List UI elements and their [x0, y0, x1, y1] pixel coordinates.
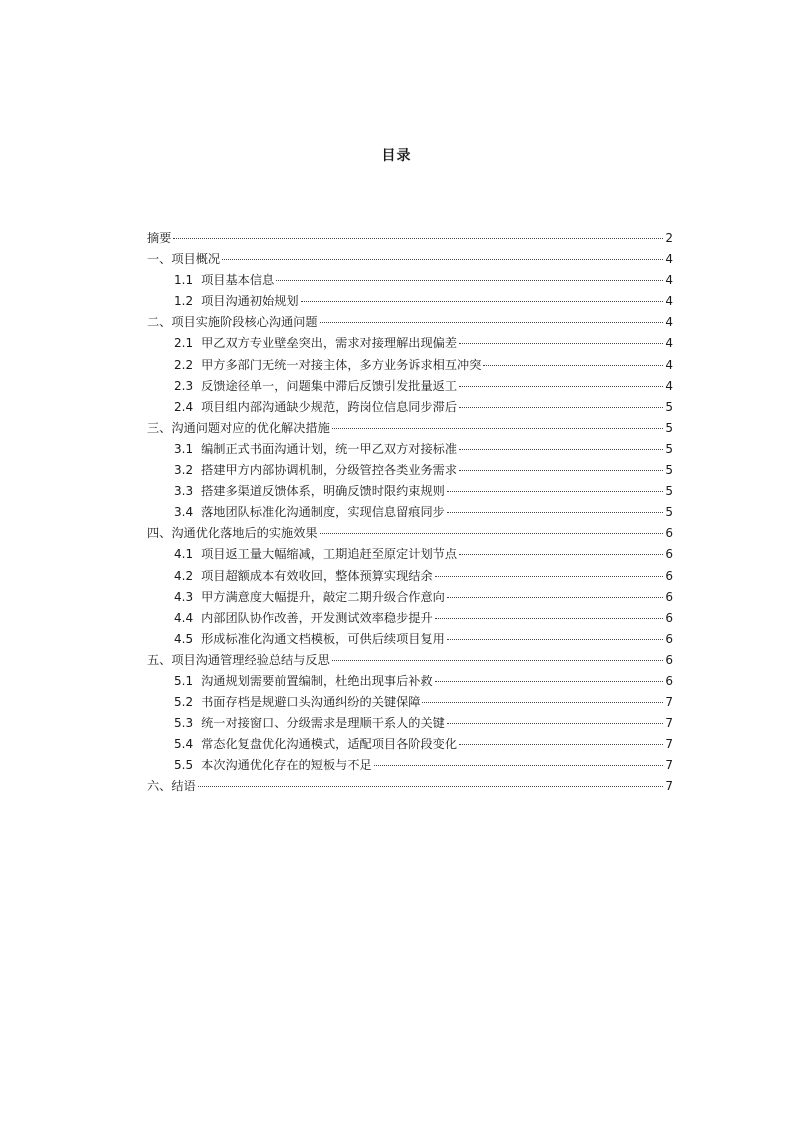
- toc-entry[interactable]: [147, 482, 673, 503]
- toc-dot-leader: [447, 512, 664, 513]
- toc-dot-leader: [459, 744, 663, 745]
- toc-entry[interactable]: [147, 461, 673, 482]
- toc-entry[interactable]: [147, 672, 673, 693]
- toc-entry-number: 5.5: [174, 758, 194, 773]
- toc-entry[interactable]: [147, 714, 673, 735]
- toc-entry-page: 6: [665, 526, 673, 541]
- toc-dot-leader: [320, 322, 664, 323]
- toc-entry[interactable]: [147, 503, 673, 524]
- toc-entry-number: 4.3: [174, 589, 194, 604]
- toc-entry-title: 内部团队协作改善，开发测试效率稳步提升: [201, 610, 433, 625]
- toc-entry[interactable]: [147, 334, 673, 355]
- toc-entry-title: 统一对接窗口、分级需求是理顺干系人的关键: [201, 716, 445, 731]
- toc-entry-number: 1.2: [174, 294, 194, 309]
- toc-entry[interactable]: [147, 524, 673, 545]
- toc-entry[interactable]: [147, 545, 673, 566]
- toc-dot-leader: [222, 259, 663, 260]
- toc-entry-page: 7: [665, 716, 673, 731]
- toc-dot-leader: [459, 449, 663, 450]
- toc-entry-number: 2.4: [174, 399, 194, 414]
- toc-entry-number: 5.1: [174, 673, 194, 688]
- toc-entry-title: 项目返工量大幅缩减，工期追赶至原定计划节点: [201, 547, 458, 562]
- toc-entry-title: 四、沟通优化落地后的实施效果: [147, 526, 318, 541]
- toc-entry-page: 6: [665, 610, 673, 625]
- toc-entry[interactable]: [147, 735, 673, 756]
- toc-dot-leader: [447, 491, 664, 492]
- toc-entry-page: 5: [665, 399, 673, 414]
- toc-dot-leader: [374, 765, 664, 766]
- toc-entry-number: 2.2: [174, 357, 194, 372]
- toc-entry-title: 形成标准化沟通文档模板，可供后续项目复用: [201, 631, 445, 646]
- toc-entry-title: 沟通规划需要前置编制，杜绝出现事后补救: [201, 673, 433, 688]
- toc-dot-leader: [320, 533, 664, 534]
- toc-dot-leader: [422, 702, 663, 703]
- toc-entry[interactable]: [147, 630, 673, 651]
- toc-dot-leader: [198, 786, 664, 787]
- toc-entry-number: 3.3: [174, 484, 194, 499]
- toc-entry-title: 本次沟通优化存在的短板与不足: [201, 758, 372, 773]
- toc-dot-leader: [459, 470, 663, 471]
- table-of-contents: [147, 229, 673, 799]
- toc-entry-title: 搭建多渠道反馈体系，明确反馈时限约束规则: [201, 484, 445, 499]
- toc-entry-number: 5.2: [174, 695, 194, 710]
- toc-entry-title: 摘要: [147, 231, 172, 245]
- toc-dot-leader: [447, 597, 664, 598]
- toc-entry-page: 7: [665, 695, 673, 710]
- toc-entry-page: 5: [665, 484, 673, 499]
- toc-entry-title: 一、项目概况: [147, 252, 221, 267]
- toc-entry-page: 4: [665, 252, 673, 267]
- toc-dot-leader: [435, 618, 664, 619]
- toc-entry-number: 3.1: [174, 441, 194, 456]
- toc-entry-page: 4: [665, 294, 673, 309]
- toc-dot-leader: [447, 723, 664, 724]
- toc-entry[interactable]: [147, 440, 673, 461]
- toc-entry-title: 落地团队标准化沟通制度，实现信息留痕同步: [201, 505, 445, 520]
- toc-entry[interactable]: [147, 398, 673, 419]
- toc-dot-leader: [332, 428, 664, 429]
- toc-entry[interactable]: [147, 271, 673, 292]
- toc-entry[interactable]: [147, 777, 673, 798]
- toc-entry-number: 4.4: [174, 610, 194, 625]
- toc-entry-page: 6: [665, 547, 673, 562]
- toc-dot-leader: [435, 576, 664, 577]
- toc-dot-leader: [483, 365, 663, 366]
- toc-entry-page: 4: [665, 378, 673, 393]
- toc-entry[interactable]: [147, 651, 673, 672]
- toc-entry-page: 5: [665, 441, 673, 456]
- toc-entry-page: 2: [665, 231, 673, 245]
- toc-entry-title: 三、沟通问题对应的优化解决措施: [147, 420, 330, 435]
- toc-entry-page: 7: [665, 779, 673, 794]
- toc-entry-page: 6: [665, 673, 673, 688]
- toc-entry[interactable]: [147, 229, 673, 250]
- toc-entry[interactable]: [147, 377, 673, 398]
- toc-entry-title: 甲乙双方专业壁垒突出，需求对接理解出现偏差: [201, 336, 458, 351]
- toc-entry[interactable]: [147, 693, 673, 714]
- toc-entry-title: 项目沟通初始规划: [201, 294, 299, 309]
- toc-entry-title: 编制正式书面沟通计划，统一甲乙双方对接标准: [201, 441, 458, 456]
- toc-dot-leader: [276, 280, 663, 281]
- toc-entry[interactable]: [147, 313, 673, 334]
- toc-entry-number: 3.4: [174, 505, 194, 520]
- toc-dot-leader: [301, 301, 664, 302]
- toc-entry-number: 2.1: [174, 336, 194, 351]
- toc-entry[interactable]: [147, 250, 673, 271]
- toc-entry-page: 5: [665, 463, 673, 478]
- toc-entry-page: 6: [665, 631, 673, 646]
- toc-entry[interactable]: [147, 756, 673, 777]
- toc-entry-title: 项目组内部沟通缺少规范，跨岗位信息同步滞后: [201, 399, 458, 414]
- toc-entry-number: 4.1: [174, 547, 194, 562]
- toc-entry-page: 5: [665, 420, 673, 435]
- toc-entry-title: 搭建甲方内部协调机制，分级管控各类业务需求: [201, 463, 458, 478]
- toc-entry-page: 4: [665, 273, 673, 288]
- toc-dot-leader: [459, 343, 663, 344]
- toc-entry-number: 5.3: [174, 716, 194, 731]
- toc-entry[interactable]: [147, 356, 673, 377]
- toc-entry-title: 项目基本信息: [201, 273, 275, 288]
- toc-entry-number: 4.5: [174, 631, 194, 646]
- toc-title: 目录: [381, 148, 412, 164]
- toc-entry[interactable]: [147, 588, 673, 609]
- toc-entry[interactable]: [147, 419, 673, 440]
- toc-entry-number: 2.3: [174, 378, 194, 393]
- toc-entry-page: 6: [665, 652, 673, 667]
- toc-entry-title: 书面存档是规避口头沟通纠纷的关键保障: [201, 695, 421, 710]
- toc-entry-page: 6: [665, 568, 673, 583]
- toc-entry-title: 反馈途径单一，问题集中滞后反馈引发批量返工: [201, 378, 458, 393]
- toc-entry-title: 甲方多部门无统一对接主体，多方业务诉求相互冲突: [201, 357, 482, 372]
- toc-entry-title: 六、结语: [147, 779, 196, 794]
- toc-entry-title: 甲方满意度大幅提升，敲定二期升级合作意向: [201, 589, 445, 604]
- toc-dot-leader: [332, 660, 664, 661]
- toc-entry-title: 项目超额成本有效收回，整体预算实现结余: [201, 568, 433, 583]
- toc-entry-page: 7: [665, 737, 673, 752]
- toc-entry-number: 5.4: [174, 737, 194, 752]
- toc-dot-leader: [459, 386, 663, 387]
- toc-dot-leader: [447, 639, 664, 640]
- toc-entry[interactable]: [147, 292, 673, 313]
- toc-dot-leader: [459, 554, 663, 555]
- toc-entry-page: 5: [665, 505, 673, 520]
- toc-entry-title: 常态化复盘优化沟通模式，适配项目各阶段变化: [201, 737, 458, 752]
- toc-entry-number: 4.2: [174, 568, 194, 583]
- toc-entry-number: 3.2: [174, 463, 194, 478]
- toc-dot-leader: [459, 407, 663, 408]
- toc-entry-page: 4: [665, 357, 673, 372]
- toc-dot-leader: [173, 238, 663, 239]
- toc-entry[interactable]: [147, 609, 673, 630]
- toc-entry-page: 7: [665, 758, 673, 773]
- toc-entry[interactable]: [147, 567, 673, 588]
- toc-dot-leader: [435, 681, 664, 682]
- toc-entry-title: 五、项目沟通管理经验总结与反思: [147, 652, 330, 667]
- toc-entry-page: 4: [665, 336, 673, 351]
- toc-entry-page: 6: [665, 589, 673, 604]
- toc-entry-page: 4: [665, 315, 673, 330]
- toc-entry-number: 1.1: [174, 273, 194, 288]
- toc-entry-title: 二、项目实施阶段核心沟通问题: [147, 315, 318, 330]
